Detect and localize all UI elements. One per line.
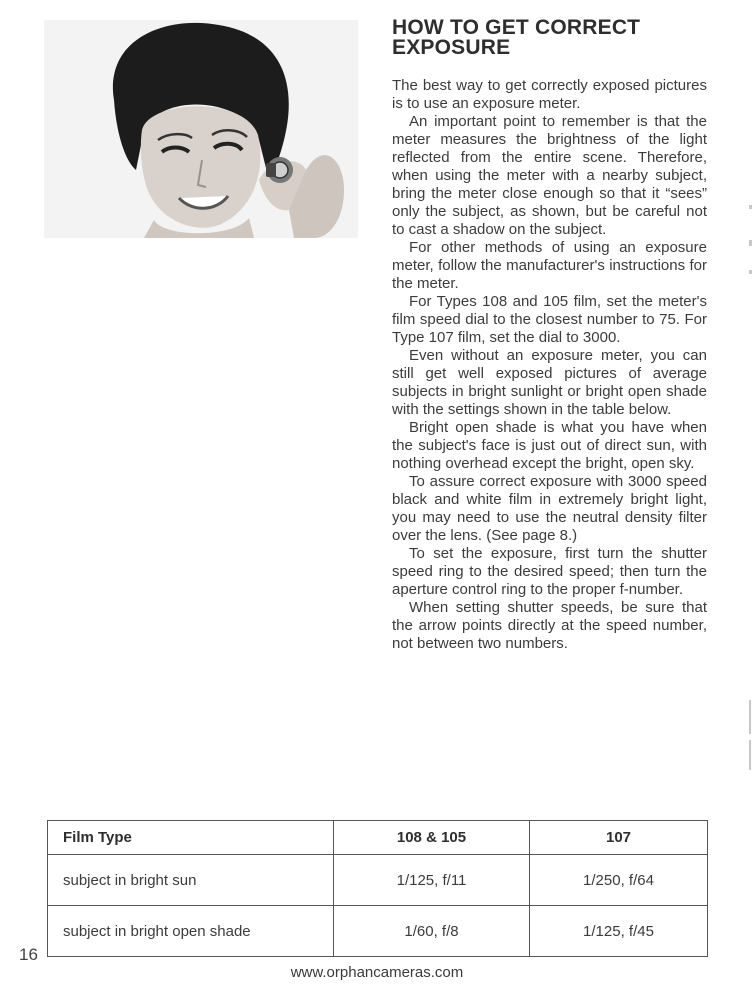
exposure-table [47, 820, 708, 957]
photo-woman-with-exposure-meter [44, 20, 358, 238]
scan-edge-mark [749, 700, 751, 734]
body-text [392, 77, 707, 653]
table-header: 107 [530, 821, 708, 855]
paragraph: To assure correct exposure with 3000 speed black and white film in extremely bright light, you may need to use the neutral density filter over the lens. (See page 8.) [392, 473, 707, 544]
scan-edge-mark [749, 240, 752, 246]
table-cell: 1/250, f/64 [530, 855, 708, 906]
table-cell: subject in bright sun [48, 855, 334, 906]
table-row [48, 906, 708, 957]
paragraph: For other methods of using an exposure meter, follow the manufacturer's instructions for the meter. [392, 239, 707, 292]
page-title: HOW TO GET CORRECT EXPOSURE [392, 16, 641, 59]
table-cell: subject in bright open shade [48, 906, 334, 957]
paragraph: Bright open shade is what you have when the subject's face is just out of direct sun, with nothing overhead except the bright, open sky. [392, 419, 707, 472]
footer-url: www.orphancameras.com [290, 964, 464, 981]
paragraph: For Types 108 and 105 film, set the meter's film speed dial to the closest number to 75. For Type 107 film, set the dial to 3000. [392, 293, 707, 346]
paragraph: The best way to get correctly exposed pictures is to use an exposure meter. [392, 77, 707, 112]
table-header-row [48, 821, 708, 855]
scan-edge-mark [749, 205, 752, 209]
table-cell: 1/60, f/8 [334, 906, 530, 957]
paragraph: An important point to remember is that the meter measures the brightness of the light reflected from the entire scene. Therefore, when using the meter with a nearby subject, bring the meter close enough so that it “sees” only the subject, as shown, but be careful not to cast a shadow on the subject. [392, 113, 707, 238]
paragraph: Even without an exposure meter, you can still get well exposed pictures of average subjects in bright sunlight or bright open shade with the settings shown in the table below. [392, 347, 707, 418]
scan-edge-mark [749, 740, 751, 770]
table-header: 108 & 105 [334, 821, 530, 855]
table-cell: 1/125, f/11 [334, 855, 530, 906]
table-row [48, 855, 708, 906]
paragraph: When setting shutter speeds, be sure that the arrow points directly at the speed number, not between two numbers. [392, 599, 707, 652]
page-number: 16 [19, 945, 38, 964]
table-cell: 1/125, f/45 [530, 906, 708, 957]
paragraph: To set the exposure, first turn the shutter speed ring to the desired speed; then turn the aperture control ring to the proper f-number. [392, 545, 707, 598]
scan-edge-mark [749, 270, 752, 274]
table-header: Film Type [48, 821, 334, 855]
